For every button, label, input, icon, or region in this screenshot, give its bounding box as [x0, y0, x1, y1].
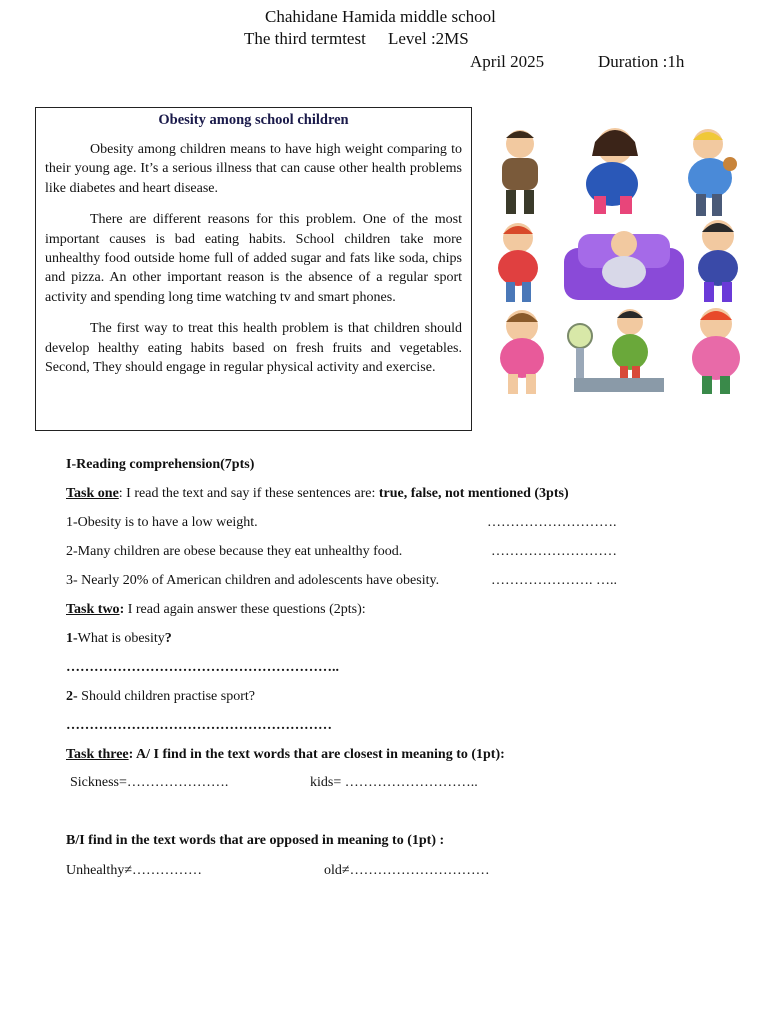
child-figure-icon [692, 308, 740, 394]
overweight-children-illustration [490, 126, 748, 398]
child-figure-icon [698, 220, 738, 302]
antonym-old-blank[interactable]: old≠………………………… [324, 863, 490, 878]
test-duration: Duration :1h [598, 52, 685, 71]
child-figure-icon [498, 223, 538, 302]
level-label: Level :2MS [388, 29, 469, 48]
question-2: 2- Should children practise sport? [66, 689, 255, 704]
statement-3-answer-blank[interactable]: …………………. ….. [491, 573, 617, 588]
passage-paragraph-1: Obesity among children means to have high weight comparing to their young age. It’s a serious illness that can cause other health problems like diabetes and heart disease. [45, 142, 462, 196]
antonym-unhealthy-blank[interactable]: Unhealthy≠…………… [66, 863, 203, 878]
synonym-kids-blank[interactable]: kids= ……………………….. [310, 775, 478, 790]
task-one-instruction [66, 486, 569, 502]
section-title: I-Reading comprehension(7pts) [66, 457, 255, 472]
task-two-label: Task two [66, 602, 120, 617]
statement-1: 1-Obesity is to have a low weight. [66, 515, 258, 530]
task-three-label: Task three [66, 747, 129, 762]
question-1-answer-line[interactable]: ………………………………………………….. [66, 660, 339, 675]
child-figure-icon [688, 129, 737, 216]
task-three-text: : A/ I find in the text words that are closest in meaning to (1pt): [128, 747, 505, 762]
child-figure-icon [502, 130, 538, 214]
statement-1-answer-blank[interactable]: ………………………. [487, 515, 617, 530]
task-two-instruction: Task two: I read again answer these questions (2pts): [66, 602, 366, 617]
task-one-label: Task one [66, 486, 119, 501]
child-on-sofa-icon [564, 231, 684, 300]
task-three-instruction [66, 747, 505, 763]
task-three-part-b: B/I find in the text words that are opposed in meaning to (1pt) : [66, 833, 445, 848]
test-date: April 2025 [470, 52, 545, 71]
statement-2: 2-Many children are obese because they eat unhealthy food. [66, 544, 403, 559]
passage-paragraph-3: The first way to treat this health problem is that children should develop healthy eating habits based on fresh fruits and vegetables. Second, They should engage in regular physical activity and exercise. [45, 321, 462, 376]
statement-3: 3- Nearly 20% of American children and adolescents have obesity. [66, 573, 440, 588]
statement-2-answer-blank[interactable]: ……………………… [491, 544, 617, 559]
synonym-sickness-blank[interactable]: Sickness=…………………. [70, 775, 229, 790]
weighing-scale-icon [568, 309, 664, 392]
question-2-answer-line[interactable]: ………………………………………………… [66, 718, 332, 733]
task-one-options: true, false, not mentioned (3pts) [378, 486, 569, 501]
reading-passage-box [35, 107, 472, 431]
task-one-text: : I read the text and say if these sentences are: [118, 486, 379, 501]
passage-title: Obesity among school children [158, 112, 349, 128]
task-two-text: I read again answer these questions (2pts): [124, 602, 366, 617]
school-name: Chahidane Hamida middle school [265, 7, 496, 26]
question-1: 1-What is obesity? [66, 631, 172, 646]
child-figure-icon [586, 128, 638, 214]
test-title: The third termtest [244, 29, 366, 48]
child-figure-icon [500, 310, 544, 394]
passage-paragraph-2: There are different reasons for this problem. One of the most important causes is bad eating habits. School children take more unhealthy food outside home full of added sugar and fats like soda, chips and pizza. An other important reason is the absence of a regular sport activity and spending long time watching tv and smart phones. [45, 212, 462, 305]
